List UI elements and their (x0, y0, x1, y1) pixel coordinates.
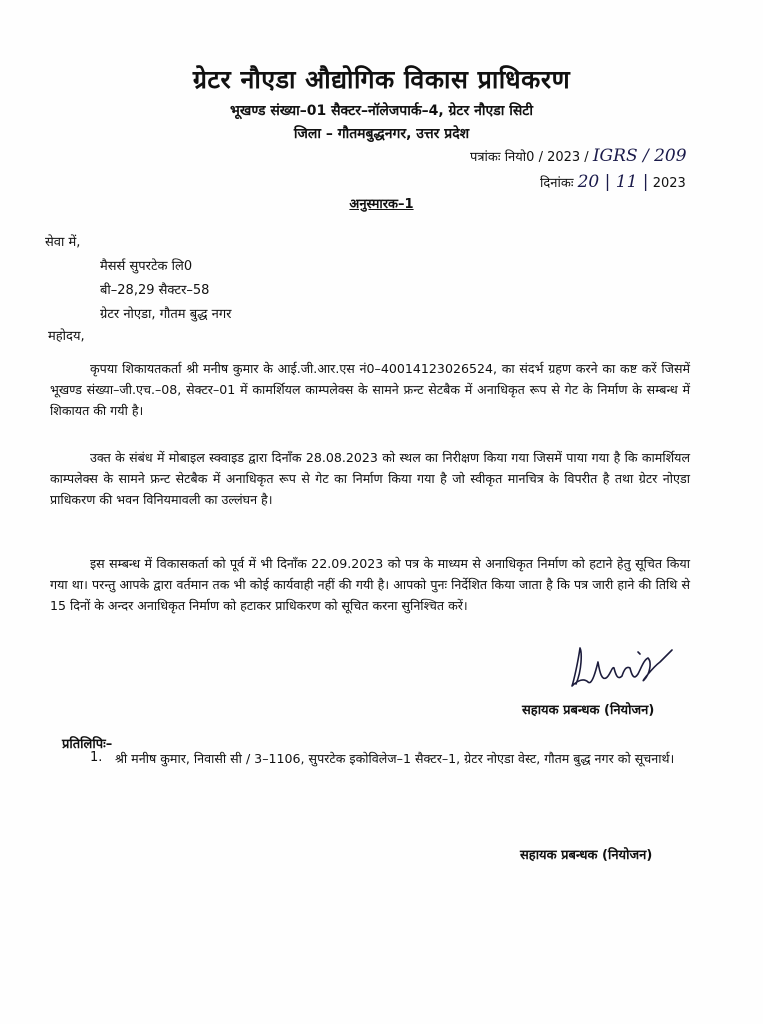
recipient-city: ग्रेटर नोएडा, गौतम बुद्ध नगर (100, 307, 232, 322)
reference-handwritten: IGRS / 209 (592, 146, 687, 166)
body-paragraph-2: उक्त के संबंध में मोबाइल स्क्वाइड द्वारा दिनाँक 28.08.2023 को स्थल का निरीक्षण किया गया जिसमें पाया गया है कि कामर्शियल काम्पलेक्स के सामने फ्रन्ट सेटबैक में अनाधिकृत रूप से गेट का निर्माण किया गया है जो स्वीकृत मानचित्र के विपरीत है तथा ग्रेटर नोएडा प्राधिकरण की भवन विनियमावली का उल्लंघन है। (50, 450, 690, 507)
date-year: 2023 (652, 176, 686, 191)
subject-text: अनुस्मारक–1 (349, 197, 414, 212)
letter-date (540, 172, 686, 192)
copy-item-number: 1. (90, 750, 103, 765)
reference-label: पत्रांकः (470, 150, 501, 165)
signature-image (568, 640, 678, 692)
authority-title: ग्रेटर नौएडा औद्योगिक विकास प्राधिकरण (192, 65, 571, 94)
recipient-address: बी–28,29 सैक्टर–58 (100, 283, 210, 298)
body-paragraph-1: कृपया शिकायतकर्ता श्री मनीष कुमार के आई.जी.आर.एस नं0–40014123026524, का संदर्भ ग्रहण करने का कष्ट करें जिसमें भूखण्ड संख्या–जी.एच.–08, सेक्टर–01 में कामर्शियल काम्पलेक्स के सामने फ्रन्ट सेटबैक में अनाधिकृत रूप से गेट के निर्माण के सम्बन्ध में शिकायत की गयी है। (50, 361, 690, 418)
copy-item-text: श्री मनीष कुमार, निवासी सी / 3–1106, सुपरटेक इकोविलेज–1 सैक्टर–1, ग्रेटर नोएडा वेस्ट, गौतम बुद्ध नगर को सूचनार्थ। (115, 751, 675, 766)
signatory-designation: सहायक प्रबन्धक (नियोजन) (522, 703, 655, 718)
recipient-name: मैसर्स सुपरटेक लि0 (100, 259, 193, 274)
address-line-2: जिला – गौतमबुद्धनगर, उत्तर प्रदेश (293, 126, 470, 142)
reference-prefix: नियो0 / 2023 / (504, 150, 589, 165)
date-handwritten: 20 | 11 | (577, 172, 649, 192)
greeting: महोदय, (48, 329, 85, 344)
address-line-1: भूखण्ड संख्या–01 सैक्टर–नॉलेजपार्क–4, ग्रेटर नौएडा सिटी (230, 103, 533, 119)
copy-to-label: प्रतिलिपिः– (62, 737, 113, 752)
salutation: सेवा में, (45, 235, 81, 250)
copy-signatory-designation: सहायक प्रबन्धक (नियोजन) (520, 848, 653, 863)
subject-heading (0, 194, 763, 212)
body-paragraph-3: इस सम्बन्ध में विकासकर्ता को पूर्व में भी दिनाँक 22.09.2023 को पत्र के माध्यम से अनाधिकृत निर्माण को हटाने हेतु सूचित किया गया था। परन्तु आपके द्वारा वर्तमान तक भी कोई कार्यवाही नहीं की गयी है। आपको पुनः निर्देशित किया जाता है कि पत्र जारी हाने की तिथि से 15 दिनों के अन्दर अनाधिकृत निर्माण को हटाकर प्राधिकरण को सूचित करना सुनिश्चित करें। (50, 556, 690, 613)
date-label: दिनांकः (540, 176, 574, 191)
reference-number (470, 146, 687, 166)
